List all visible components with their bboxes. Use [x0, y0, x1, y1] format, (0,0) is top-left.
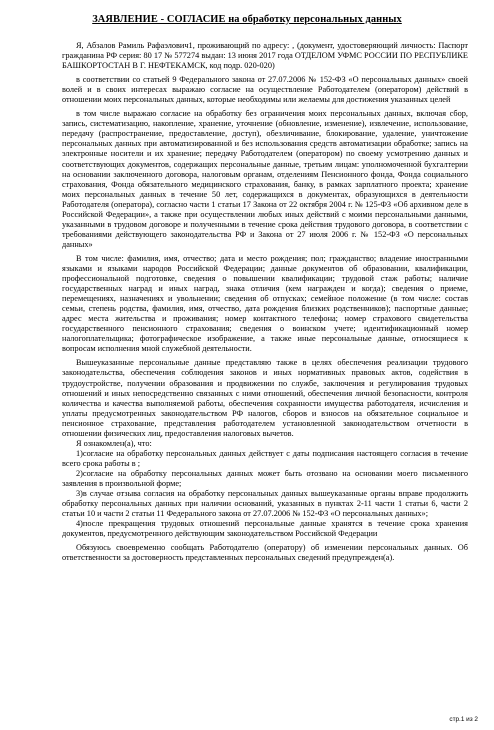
paragraph-data-list: В том числе: фамилия, имя, отчество; дата и место рождения; пол; гражданство; владение иностранными языками и языками народов Российской Федерации; данные документов об образовании, квалификации, профессиональной подготовке, сведения о повышении квалификации; трудовой стаж работы; наличие государственных наград и иных наград, знака отличия (кем награжден и когда); сведения о приеме, перемещениях, назначениях и увольнении; сведения об отпусках; семейное положение (в том числе: состав семьи, степень родства, фамилия, имя, отчество, дата рождения близких родственников); паспортные данные; адрес места жительства и проживания; номер контактного телефона; номер страхового свидетельства государственного пенсионного страхования; сведения о воинском учете; идентификационный номер налогоплательщика; фотографическое изображение, а также иные персональные данные, относящиеся к вопросам исполнения мной служебной деятельности. — [62, 253, 468, 354]
acknowledgement-item-4: 4)после прекращения трудовых отношений персональные данные хранятся в течение срока хранения документов, предусмотренного действующим законодательством Российской Федерации — [62, 519, 468, 539]
paragraph-obligation: Обязуюсь своевременно сообщать Работодателю (оператору) об изменении персональных данных. Об ответственности за достоверность представленных персональных сведений предупрежден(а). — [62, 543, 468, 563]
paragraph-processing-scope: в том числе выражаю согласие на обработку без ограничения моих персональных данных, включая сбор, запись, систематизацию, накопление, хранение, уточнение (обновление, изменение), извлечение, использование, передачу (распространение, предоставление, доступ), обезличивание, блокирование, удаление, уничтожение персональных данных при автоматизированной и без использования средств автоматизации обработке; запись на электронные носители и их хранение; передачу Работодателем (оператором) по своему усмотрению данных и соответствующих документов, содержащих персональные данные, третьим лицам: уполномоченной бухгалтерии на основании заключенного договора, налоговым органам, отделениям Пенсионного фонда, Фонда социального страхования, Фонда обязательного медицинского страхования, банку, в рамках зарплатного проекта; хранение моих персональных данных в течение 50 лет, содержащихся в документах, образующихся в деятельности Работодателя (оператора), согласно части 1 статьи 17 Закона от 22 октября 2004 г. № 125-ФЗ «Об архивном деле в Российской Федерации», а также при осуществлении любых иных действий с моими персональными данными, указанными в трудовом договоре и полученными в течение срока действия трудового договора, в соответствии с требованиями действующего законодательства РФ и Закона от 27 июля 2006 г. № 152-ФЗ «О персональных данных» — [62, 109, 468, 249]
acknowledgement-item-3: 3)в случае отзыва согласия на обработку персональных данных вышеуказанные органы вправе продолжить обработку персональных данных при наличии оснований, указанных в пунктах 2-11 части 1 статьи 6, части 2 статьи 10 и части 2 статьи 11 Федерального закона от 27.07.2006 № 152-ФЗ «О персональных данных»; — [62, 489, 468, 519]
page-number: стр.1 из 2 — [449, 716, 478, 723]
acknowledgement-item-2: 2)согласие на обработку персональных данных может быть отозвано на основании моего письменного заявления в произвольной форме; — [62, 468, 468, 488]
paragraph-acknowledgement: Я ознакомлен(а), что: — [76, 438, 152, 448]
document-title: ЗАЯВЛЕНИЕ - СОГЛАСИЕ на обработку персональных данных — [92, 14, 402, 25]
paragraph-purposes: Вышеуказанные персональные данные представляю также в целях обеспечения реализации трудового законодательства, обеспечения соблюдения законов и иных нормативных правовых актов, содействия в трудоустройстве, получении образования и продвижении по службе, заключения и регулирования трудовых отношений и иных непосредственно связанных с ними отношений, обеспечения личной безопасности, контроля количества и качества выполняемой работы, обеспечения сохранности имущества работодателя, исчисления и уплаты предусмотренных законодательством РФ налогов, сборов и взносов на обязательное социальное и пенсионное страхование, представления работодателем установленной законодательством отчетности в отношении физических лиц, предоставления налоговых вычетов. — [62, 358, 468, 438]
paragraph-consent-basis: в соответствии со статьей 9 Федерального закона от 27.07.2006 № 152-ФЗ «О персональных данных» своей волей и в своих интересах выражаю согласие на осуществление Работодателем (оператором) действий в отношении моих персональных данных, которые необходимы или желаемы для достижения указанных целей — [62, 75, 468, 105]
paragraph-applicant-identity: Я, Абзалов Рамиль Рафаэлович1, проживающий по адресу: , (документ, удостоверяющий личность: Паспорт гражданина РФ серия: 80 17 № 577274 выдан: 13 июня 2017 года ОТДЕЛОМ УФМС РОССИИ ПО РЕСПУБЛИКЕ БАШКОРТОСТАН В Г. НЕФТЕКАМСК, код подр. 020-020) — [62, 41, 468, 71]
document-body — [62, 41, 468, 563]
acknowledgement-item-1: 1)согласие на обработку персональных данных действует с даты подписания настоящего согласия в течение всего срока работы в ; — [62, 448, 468, 468]
